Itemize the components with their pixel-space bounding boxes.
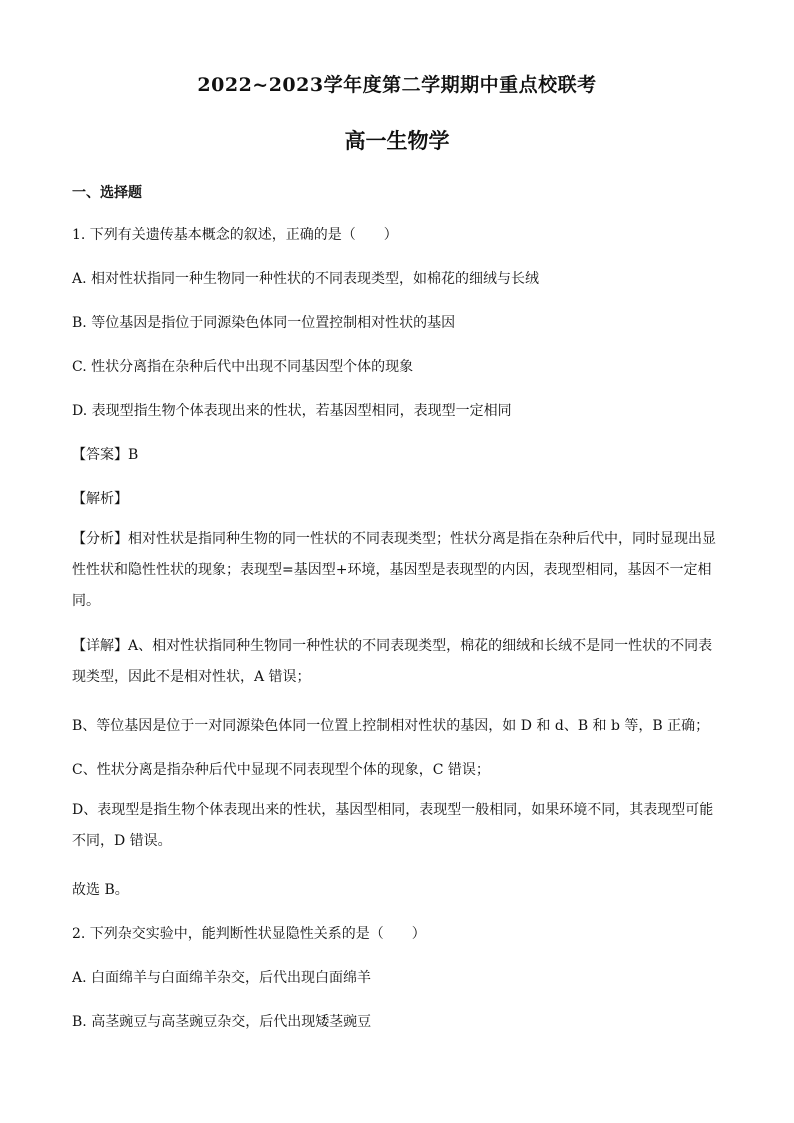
exam-title: 2022~2023学年度第二学期期中重点校联考 <box>197 74 597 96</box>
question-2-option-b: B. 高茎豌豆与高茎豌豆杂交，后代出现矮茎豌豆 <box>72 1014 372 1030</box>
detail-line: 现类型，因此不是相对性状，A 错误； <box>72 669 311 685</box>
analysis-line: 【分析】相对性状是指同种生物的同一性状的不同表现类型；性状分离是指在杂种后代中，同时显现出显 <box>72 531 716 547</box>
question-1-stem: 1. 下列有关遗传基本概念的叙述，正确的是（ ） <box>72 227 398 243</box>
question-1-conclusion: 故选 B。 <box>72 882 129 898</box>
analysis-line: 同。 <box>72 593 100 609</box>
detail-line: 【详解】A、相对性状指同种生物同一种性状的不同表现类型，棉花的细绒和长绒不是同一性状的不同表 <box>72 638 713 654</box>
question-1-option-c: C. 性状分离指在杂种后代中出现不同基因型个体的现象 <box>72 359 414 375</box>
question-1-option-d: D. 表现型指生物个体表现出来的性状，若基因型相同，表现型一定相同 <box>72 403 512 419</box>
question-1-option-a: A. 相对性状指同一种生物同一种性状的不同表现类型，如棉花的细绒与长绒 <box>72 271 540 287</box>
question-1-analysis-heading: 【解析】 <box>72 491 128 507</box>
question-1-detail-a <box>72 631 722 693</box>
subject-title: 高一生物学 <box>344 128 450 153</box>
analysis-line: 性性状和隐性性状的现象；表现型=基因型+环境，基因型是表现型的内因，表现型相同，基因不一定相 <box>72 562 712 578</box>
section-heading: 一、选择题 <box>72 185 142 201</box>
question-2-stem: 2. 下列杂交实验中，能判断性状显隐性关系的是（ ） <box>72 926 426 942</box>
detail-line: D、表现型是指生物个体表现出来的性状，基因型相同，表现型一般相同，如果环境不同，其表现型可能 <box>72 802 714 818</box>
question-1-analysis <box>72 524 722 617</box>
question-2-option-a: A. 白面绵羊与白面绵羊杂交，后代出现白面绵羊 <box>72 970 372 986</box>
detail-line: 不同，D 错误。 <box>72 833 172 849</box>
question-1-option-b: B. 等位基因是指位于同源染色体同一位置控制相对性状的基因 <box>72 315 456 331</box>
question-1-detail-b: B、等位基因是位于一对同源染色体同一位置上控制相对性状的基因，如 D 和 d、B 和 b 等，B 正确； <box>72 718 710 734</box>
question-1-detail-d <box>72 795 722 857</box>
question-1-answer: 【答案】B <box>72 447 139 463</box>
question-1-detail-c: C、性状分离是指杂种后代中显现不同表现型个体的现象，C 错误； <box>72 762 490 778</box>
